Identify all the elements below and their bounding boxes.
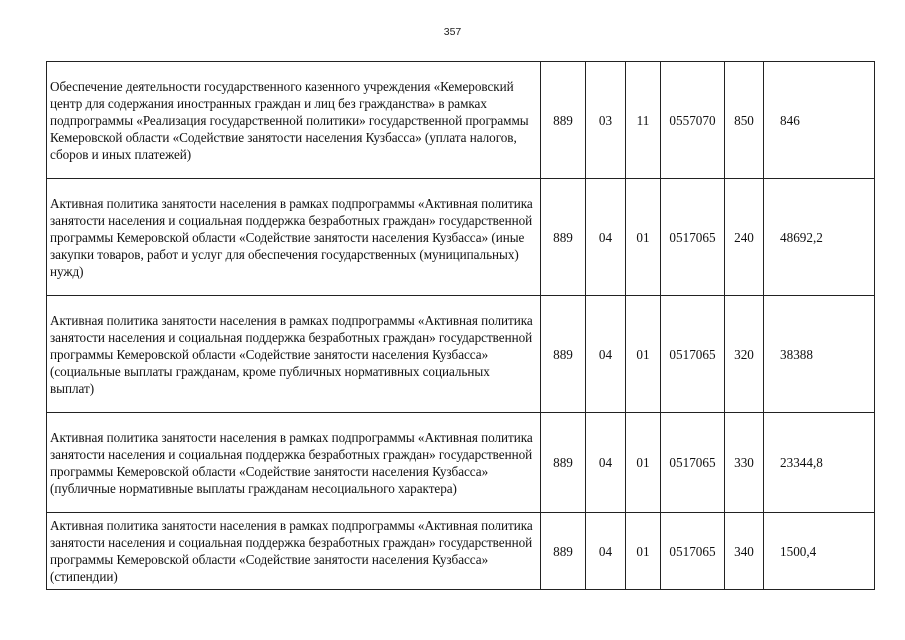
target-article-code: 0517065 bbox=[661, 513, 725, 590]
expense-type-code: 340 bbox=[725, 513, 764, 590]
ministry-code: 889 bbox=[541, 179, 586, 296]
target-article-code: 0557070 bbox=[661, 62, 725, 179]
amount-value: 23344,8 bbox=[764, 413, 875, 513]
section-code: 04 bbox=[586, 296, 626, 413]
table-row bbox=[47, 513, 875, 590]
table-row bbox=[47, 179, 875, 296]
subsection-code: 01 bbox=[626, 296, 661, 413]
ministry-code: 889 bbox=[541, 413, 586, 513]
amount-value: 846 bbox=[764, 62, 875, 179]
subsection-code: 11 bbox=[626, 62, 661, 179]
row-description: Обеспечение деятельности государственного казенного учреждения «Кемеровский центр для содержания иностранных граждан и лиц без гражданства» в рамках подпрограммы «Реализация государственной политики» государственной программы Кемеровской области «Содействие занятости населения Кузбасса» (уплата налогов, сборов и иных платежей) bbox=[47, 62, 541, 179]
section-code: 04 bbox=[586, 413, 626, 513]
table-row bbox=[47, 413, 875, 513]
amount-value: 38388 bbox=[764, 296, 875, 413]
section-code: 03 bbox=[586, 62, 626, 179]
section-code: 04 bbox=[586, 513, 626, 590]
expense-type-code: 850 bbox=[725, 62, 764, 179]
expense-type-code: 240 bbox=[725, 179, 764, 296]
budget-table bbox=[46, 61, 875, 590]
target-article-code: 0517065 bbox=[661, 413, 725, 513]
expense-type-code: 320 bbox=[725, 296, 764, 413]
ministry-code: 889 bbox=[541, 296, 586, 413]
subsection-code: 01 bbox=[626, 179, 661, 296]
target-article-code: 0517065 bbox=[661, 179, 725, 296]
table-row bbox=[47, 62, 875, 179]
subsection-code: 01 bbox=[626, 413, 661, 513]
section-code: 04 bbox=[586, 179, 626, 296]
ministry-code: 889 bbox=[541, 513, 586, 590]
row-description: Активная политика занятости населения в рамках подпрограммы «Активная политика занятости населения и социальная поддержка безработных граждан» государственной программы Кемеровской области «Содействие занятости населения Кузбасса» (иные закупки товаров, работ и услуг для обеспечения государственных (муниципальных) нужд) bbox=[47, 179, 541, 296]
target-article-code: 0517065 bbox=[661, 296, 725, 413]
subsection-code: 01 bbox=[626, 513, 661, 590]
expense-type-code: 330 bbox=[725, 413, 764, 513]
row-description: Активная политика занятости населения в рамках подпрограммы «Активная политика занятости населения и социальная поддержка безработных граждан» государственной программы Кемеровской области «Содействие занятости населения Кузбасса» (стипендии) bbox=[47, 513, 541, 590]
amount-value: 1500,4 bbox=[764, 513, 875, 590]
table-row bbox=[47, 296, 875, 413]
ministry-code: 889 bbox=[541, 62, 586, 179]
row-description: Активная политика занятости населения в рамках подпрограммы «Активная политика занятости населения и социальная поддержка безработных граждан» государственной программы Кемеровской области «Содействие занятости населения Кузбасса» (публичные нормативные выплаты гражданам несоциального характера) bbox=[47, 413, 541, 513]
amount-value: 48692,2 bbox=[764, 179, 875, 296]
row-description: Активная политика занятости населения в рамках подпрограммы «Активная политика занятости населения и социальная поддержка безработных граждан» государственной программы Кемеровской области «Содействие занятости населения Кузбасса» (социальные выплаты гражданам, кроме публичных нормативных социальных выплат) bbox=[47, 296, 541, 413]
page-number: 357 bbox=[443, 26, 462, 38]
